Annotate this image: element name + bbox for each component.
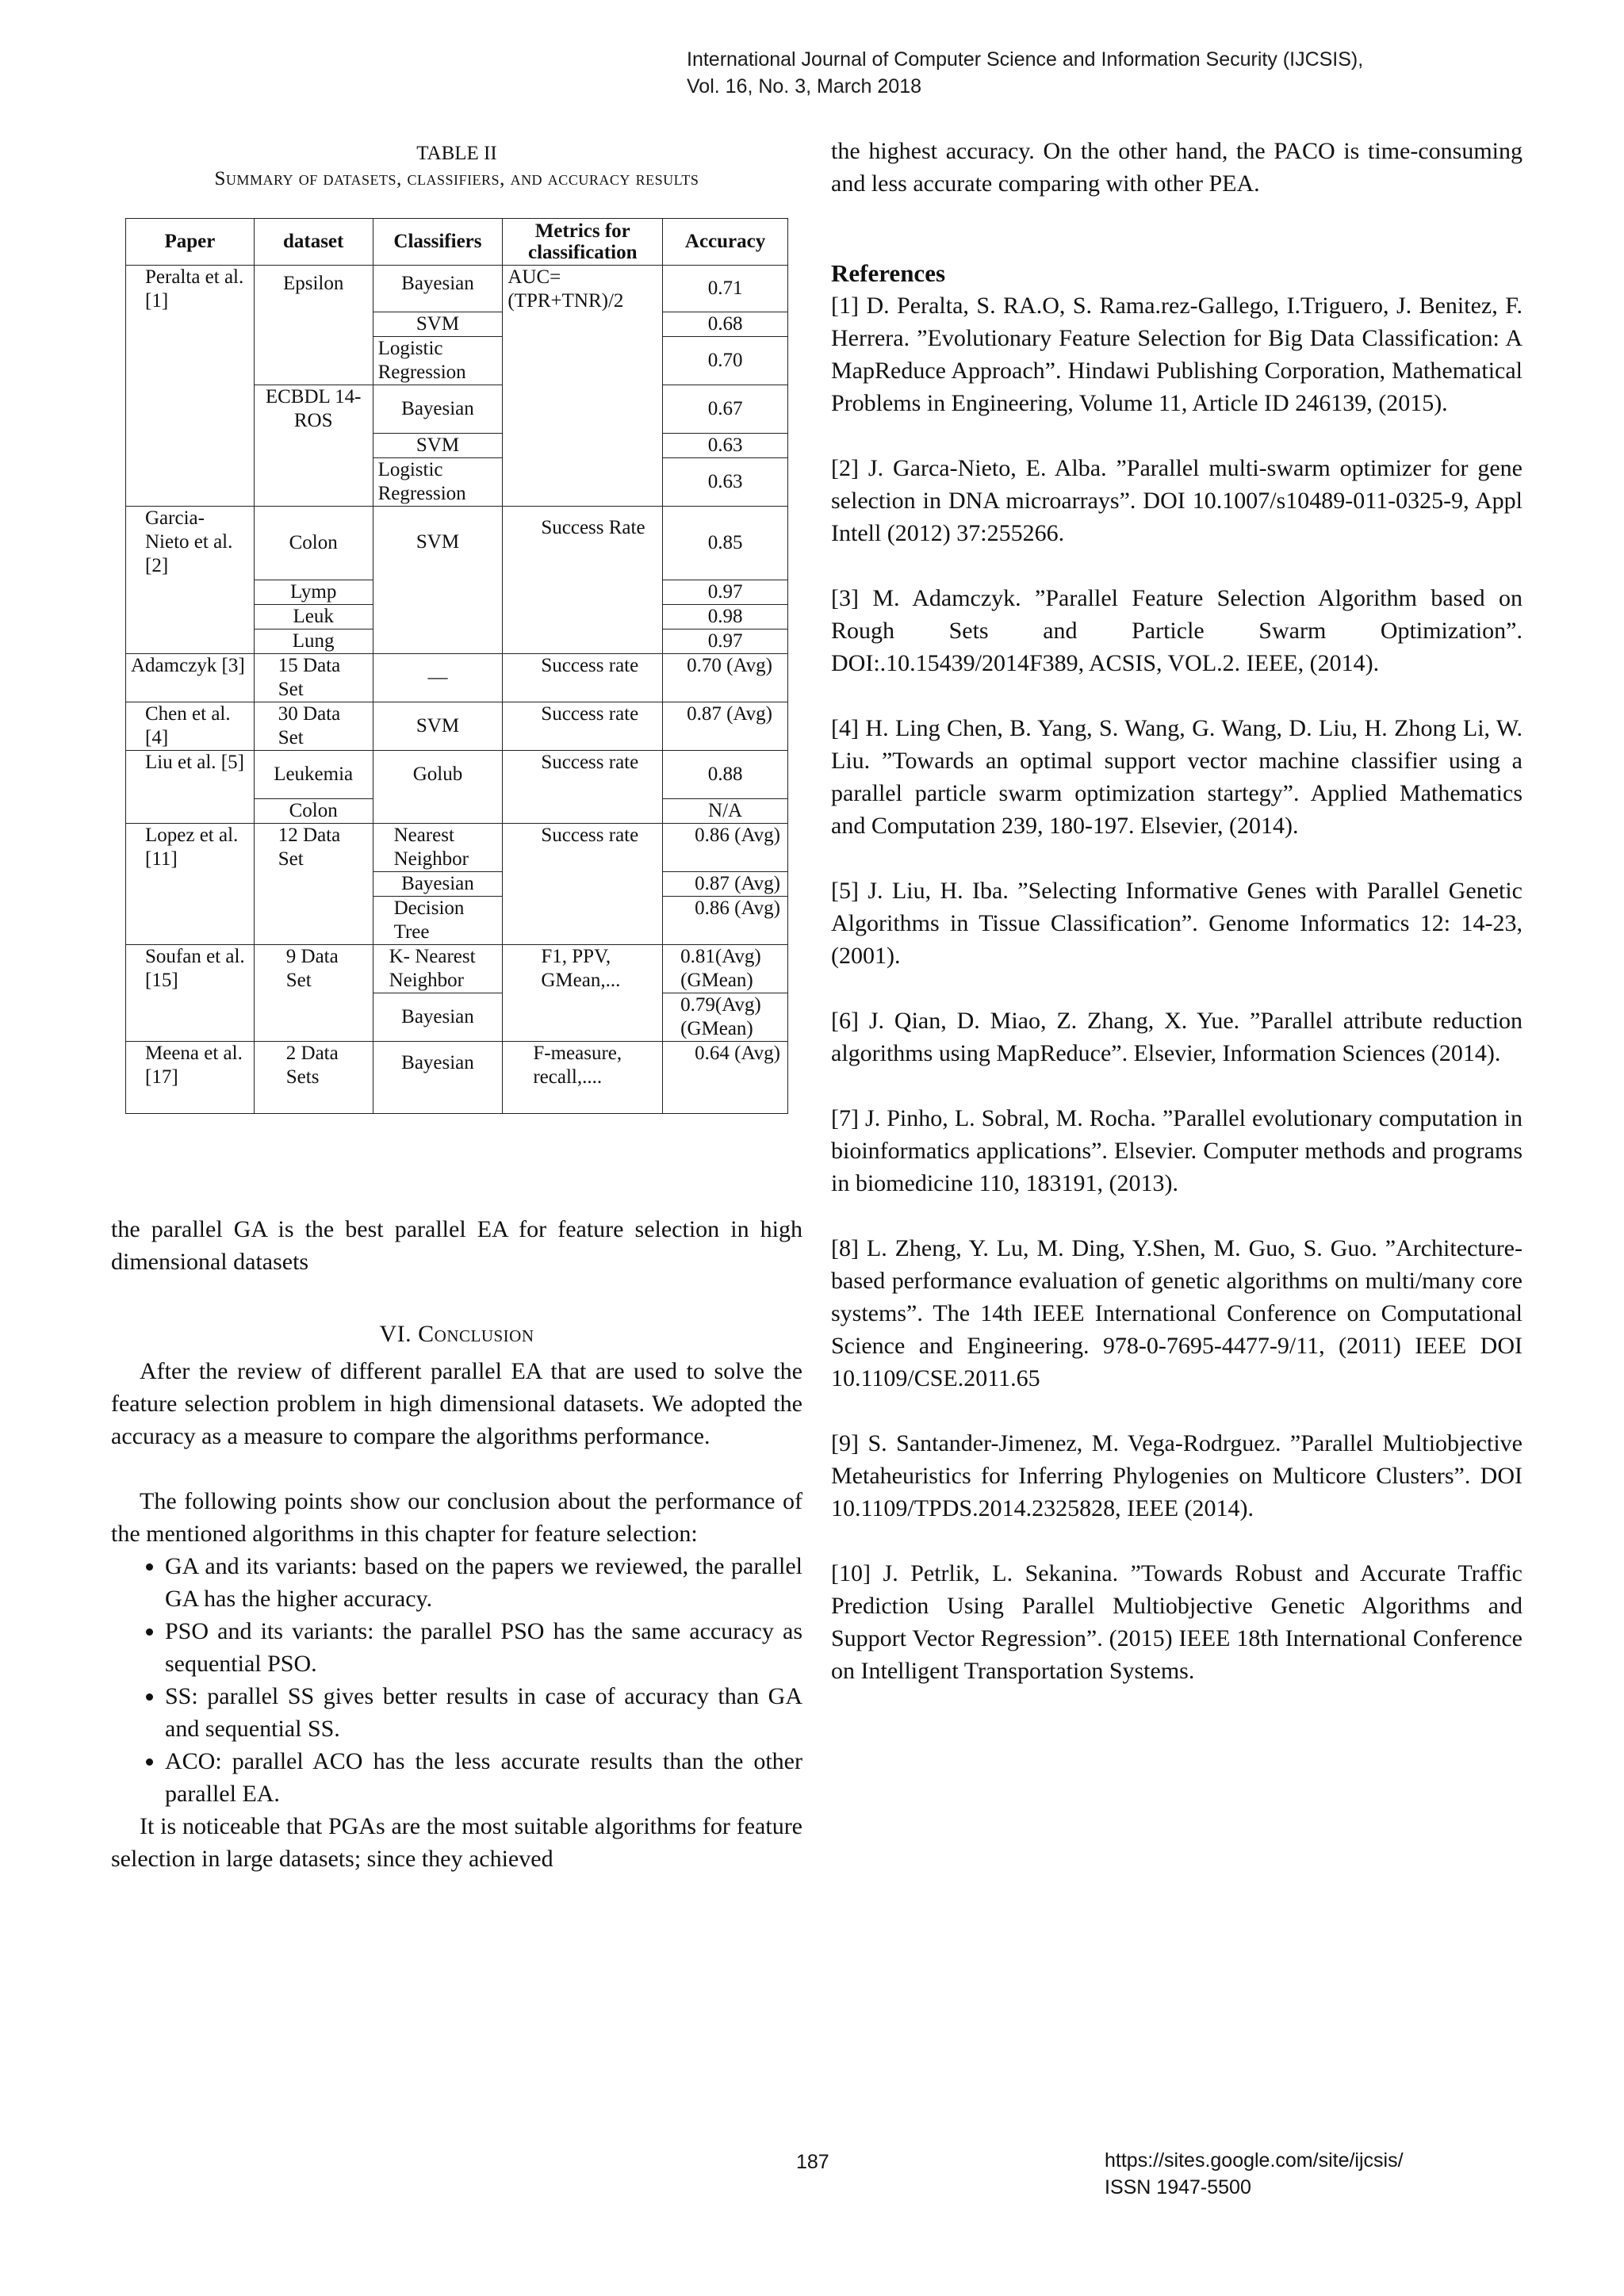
summary-table: [125, 218, 788, 1114]
conclusion-paragraph-2: The following points show our conclusion about the performance of the mentioned algorithms in this chapter for feature selection:: [111, 1488, 802, 1547]
table-row: [126, 702, 788, 751]
journal-header-line2: Vol. 16, No. 3, March 2018: [687, 75, 922, 98]
classifier-cell: Bayesian: [373, 266, 503, 312]
classifier-text: Golub: [412, 763, 463, 785]
table-row: [126, 945, 788, 993]
table-header-row: [126, 219, 788, 266]
col-header-accuracy: Accuracy: [663, 219, 788, 266]
dataset-cell: Lung: [254, 629, 373, 654]
col-header-metrics: Metrics for classification: [503, 219, 663, 266]
reference-item: [5] J. Liu, H. Iba. ”Selecting Informative Genes with Parallel Genetic Algorithms in Tissue Classification”. Genome Informatics 12: 14-23, (2001).: [831, 878, 1522, 969]
classifier-cell: Bayesian: [373, 872, 503, 897]
classifier-cell: Bayesian: [373, 993, 503, 1042]
metric-cell: F1, PPV, GMean,...: [503, 945, 663, 1042]
section-title: [111, 1318, 802, 1350]
continuation-paragraph: the highest accuracy. On the other hand, the PACO is time-consuming and less accurate comparing with other PEA.: [831, 138, 1522, 197]
metric-text: Success rate: [541, 752, 639, 773]
dataset-cell: Leukemia: [254, 751, 373, 799]
dataset-cell: Colon: [254, 507, 373, 580]
paper-cell: Lopez et al. [11]: [126, 824, 255, 945]
metric-cell: [503, 751, 663, 824]
section-title-text: VI. Conclusion: [379, 1321, 534, 1347]
left-column-text: [111, 1213, 802, 1875]
classifier-cell: SVM: [373, 312, 503, 337]
dataset-cell: 9 Data Set: [254, 945, 373, 1042]
paper-cell: Garcia- Nieto et al. [2]: [126, 507, 255, 654]
list-item: • PSO and its variants: the parallel PSO has the same accuracy as sequential PSO.: [165, 1615, 802, 1680]
accuracy-cell: 0.67: [663, 385, 788, 434]
dataset-cell: ECBDL 14-ROS: [254, 385, 373, 507]
accuracy-cell: 0.63: [663, 434, 788, 458]
footer-info: [1105, 2147, 1404, 2201]
accuracy-cell: 0.81(Avg) (GMean): [663, 945, 788, 993]
col-header-paper: Paper: [126, 219, 255, 266]
table-row: [126, 751, 788, 799]
conclusion-paragraph-1: After the review of different parallel EA that are used to solve the feature selection problem in high dimensional datasets. We adopted the accuracy as a measure to compare the algorithms performance.: [111, 1358, 802, 1449]
dataset-cell: Lymp: [254, 580, 373, 605]
metric-cell: AUC= (TPR+TNR)/2: [503, 266, 663, 507]
list-item: • ACO: parallel ACO has the less accurate results than the other parallel EA.: [165, 1745, 802, 1810]
dataset-cell: 12 Data Set: [254, 824, 373, 945]
accuracy-cell: 0.68: [663, 312, 788, 337]
accuracy-cell: 0.98: [663, 605, 788, 629]
accuracy-cell: 0.70: [663, 337, 788, 385]
reference-item: [7] J. Pinho, L. Sobral, M. Rocha. ”Parallel evolutionary computation in bioinformatics applications”. Elsevier. Computer methods and programs in biomedicine 110, 183191, (2013).: [831, 1105, 1522, 1196]
accuracy-cell: 0.87 (Avg): [663, 702, 788, 751]
accuracy-cell: N/A: [663, 799, 788, 824]
conclusion-bullet-list: [111, 1550, 802, 1810]
accuracy-cell: 0.97: [663, 629, 788, 654]
metric-text: Success Rate: [541, 517, 645, 538]
paper-cell: Meena et al. [17]: [126, 1042, 255, 1114]
conclusion-paragraph-3: It is noticeable that PGAs are the most suitable algorithms for feature selection in large datasets; since they achieved: [111, 1813, 802, 1872]
col-header-dataset: dataset: [254, 219, 373, 266]
footer-url: https://sites.google.com/site/ijcsis/: [1105, 2149, 1404, 2172]
classifier-cell: [373, 507, 503, 654]
paper-cell: Chen et al. [4]: [126, 702, 255, 751]
accuracy-cell: 0.79(Avg) (GMean): [663, 993, 788, 1042]
reference-item: [8] L. Zheng, Y. Lu, M. Ding, Y.Shen, M. Guo, S. Guo. ”Architecture-based performance evaluation of genetic algorithms on multi/many core systems”. The 14th IEEE International Conference on Computational Science and Engineering. 978-0-7695-4477-9/11, (2011) IEEE DOI 10.1109/CSE.2011.65: [831, 1235, 1522, 1391]
table-row: [126, 654, 788, 702]
accuracy-cell: 0.85: [663, 507, 788, 580]
after-table-paragraph: the parallel GA is the best parallel EA for feature selection in high dimensional datasets: [111, 1216, 802, 1275]
classifier-cell: [373, 751, 503, 824]
table-caption: [111, 141, 802, 192]
classifier-cell: SVM: [373, 434, 503, 458]
classifier-cell: Logistic Regression: [373, 337, 503, 385]
footer-issn: ISSN 1947-5500: [1105, 2176, 1251, 2198]
reference-item: [2] J. Garca-Nieto, E. Alba. ”Parallel multi-swarm optimizer for gene selection in DNA microarrays”. DOI 10.1007/s10489-011-0325-9, Appl Intell (2012) 37:255266.: [831, 455, 1522, 546]
accuracy-cell: 0.70 (Avg): [663, 654, 788, 702]
accuracy-cell: 0.97: [663, 580, 788, 605]
metric-cell: Success rate: [503, 702, 663, 751]
classifier-cell: SVM: [373, 702, 503, 751]
table-title: Summary of datasets, classifiers, and accuracy results: [214, 168, 699, 189]
dataset-cell: 30 Data Set: [254, 702, 373, 751]
paper-cell: Peralta et al. [1]: [126, 266, 255, 507]
accuracy-cell: 0.64 (Avg): [663, 1042, 788, 1114]
dataset-cell: Colon: [254, 799, 373, 824]
classifier-cell: Logistic Regression: [373, 458, 503, 507]
metric-cell: [503, 507, 663, 654]
classifier-cell: K- Nearest Neighbor: [373, 945, 503, 993]
table-label: TABLE II: [416, 143, 497, 164]
table-row: [126, 824, 788, 872]
accuracy-cell: 0.88: [663, 751, 788, 799]
right-column-text: [831, 135, 1522, 1720]
table-row: [126, 1042, 788, 1114]
table-row: [126, 266, 788, 312]
table-row: [126, 507, 788, 580]
dataset-cell: Epsilon: [254, 266, 373, 385]
classifier-cell: —: [373, 654, 503, 702]
paper-cell: Adamczyk [3]: [126, 654, 255, 702]
reference-item: [6] J. Qian, D. Miao, Z. Zhang, X. Yue. ”Parallel attribute reduction algorithms using MapReduce”. Elsevier, Information Sciences (2014).: [831, 1008, 1522, 1066]
accuracy-cell: 0.87 (Avg): [663, 872, 788, 897]
accuracy-cell: 0.86 (Avg): [663, 824, 788, 872]
journal-header-line1: International Journal of Computer Science and Information Security (IJCSIS),: [687, 48, 1364, 71]
classifier-cell: Bayesian: [373, 1042, 503, 1114]
journal-header: [687, 46, 1363, 100]
classifier-cell: Bayesian: [373, 385, 503, 434]
reference-item: [9] S. Santander-Jimenez, M. Vega-Rodrguez. ”Parallel Multiobjective Metaheuristics for Inferring Phylogenies on Multicore Clusters”. DOI 10.1109/TPDS.2014.2325828, IEEE (2014).: [831, 1430, 1522, 1521]
accuracy-cell: 0.86 (Avg): [663, 897, 788, 945]
accuracy-cell: 0.63: [663, 458, 788, 507]
references-heading: References: [831, 259, 946, 287]
page-number: 187: [796, 2151, 829, 2173]
metric-cell: F-measure, recall,....: [503, 1042, 663, 1114]
reference-item: [10] J. Petrlik, L. Sekanina. ”Towards Robust and Accurate Traffic Prediction Using Parallel Multiobjective Genetic Algorithms and Support Vector Regression”. (2015) IEEE 18th International Conference on Intelligent Transportation Systems.: [831, 1560, 1522, 1684]
metric-cell: Success rate: [503, 654, 663, 702]
classifier-cell: Nearest Neighbor: [373, 824, 503, 872]
dataset-cell: Leuk: [254, 605, 373, 629]
list-item: • SS: parallel SS gives better results in case of accuracy than GA and sequential SS.: [165, 1680, 802, 1745]
classifier-cell: Decision Tree: [373, 897, 503, 945]
metric-cell: Success rate: [503, 824, 663, 945]
reference-list: [831, 289, 1522, 1687]
dataset-cell: 2 Data Sets: [254, 1042, 373, 1114]
classifier-text: SVM: [416, 531, 460, 553]
paper-cell: Liu et al. [5]: [126, 751, 255, 824]
reference-item: [3] M. Adamczyk. ”Parallel Feature Selection Algorithm based on Rough Sets and Particle Swarm Optimization”. DOI:.10.15439/2014F389, ACSIS, VOL.2. IEEE, (2014).: [831, 585, 1522, 676]
list-item: • GA and its variants: based on the papers we reviewed, the parallel GA has the higher accuracy.: [165, 1550, 802, 1615]
reference-item: [4] H. Ling Chen, B. Yang, S. Wang, G. Wang, D. Liu, H. Zhong Li, W. Liu. ”Towards an optimal support vector machine classifier using a parallel particle swarm optimization startegy”. Applied Mathematics and Computation 239, 180-197. Elsevier, (2014).: [831, 715, 1522, 839]
accuracy-cell: 0.71: [663, 266, 788, 312]
dataset-cell: 15 Data Set: [254, 654, 373, 702]
reference-item: [1] D. Peralta, S. RA.O, S. Rama.rez-Gallego, I.Triguero, J. Benitez, F. Herrera. ”Evolutionary Feature Selection for Big Data Classification: A MapReduce Approach”. Hindawi Publishing Corporation, Mathematical Problems in Engineering, Volume 11, Article ID 246139, (2015).: [831, 293, 1522, 416]
col-header-classifiers: Classifiers: [373, 219, 503, 266]
paper-cell: Soufan et al. [15]: [126, 945, 255, 1042]
